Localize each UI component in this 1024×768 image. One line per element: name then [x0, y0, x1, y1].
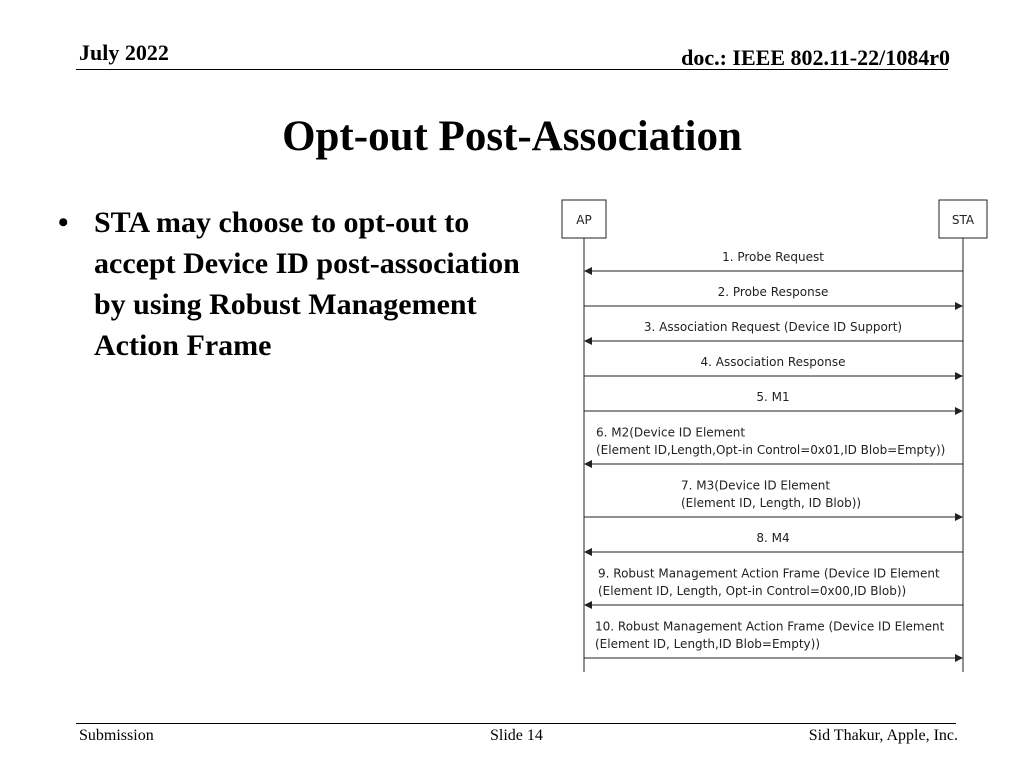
bullet-list: [58, 202, 528, 366]
footer-author: Sid Thakur, Apple, Inc.: [808, 727, 958, 744]
message-label-5: 5. M1: [756, 390, 790, 404]
message-label-1: 1. Probe Request: [722, 250, 824, 264]
message-label-6: (Element ID,Length,Opt-in Control=0x01,ID Blob=Empty)): [596, 443, 946, 457]
message-label-7: (Element ID, Length, ID Blob)): [681, 496, 862, 510]
message-label-9: 9. Robust Management Action Frame (Device ID Element: [598, 566, 940, 581]
bullet-text: STA may choose to opt-out to accept Device ID post-association by using Robust Management Action Frame: [94, 206, 520, 362]
sequence-diagram: [550, 196, 1000, 681]
message-label-10: 10. Robust Management Action Frame (Device ID Element: [595, 619, 945, 634]
header-date: July 2022: [79, 40, 169, 65]
message-label-6: 6. M2(Device ID Element: [596, 425, 746, 440]
message-label-8: 8. M4: [756, 531, 790, 545]
ap-label: AP: [576, 213, 592, 227]
message-label-7: 7. M3(Device ID Element: [681, 478, 831, 493]
footer-slide-number: Slide 14: [490, 727, 543, 744]
footer-submission: Submission: [79, 727, 154, 744]
message-label-10: (Element ID, Length,ID Blob=Empty)): [595, 637, 821, 651]
bullet-icon: •: [58, 206, 69, 239]
message-label-2: 2. Probe Response: [717, 285, 829, 299]
message-label-9: (Element ID, Length, Opt-in Control=0x00,ID Blob)): [598, 584, 907, 598]
sequence-diagram-svg: [550, 196, 1000, 676]
slide-title: Opt-out Post-Association: [282, 113, 742, 160]
message-label-3: 3. Association Request (Device ID Support): [643, 320, 903, 334]
message-label-4: 4. Association Response: [700, 355, 846, 369]
sta-label: STA: [951, 213, 975, 227]
bullet-item: [58, 202, 528, 366]
footer-divider: [76, 723, 956, 724]
header-divider: [76, 69, 948, 70]
header-doc-id: doc.: IEEE 802.11-22/1084r0: [681, 45, 950, 70]
